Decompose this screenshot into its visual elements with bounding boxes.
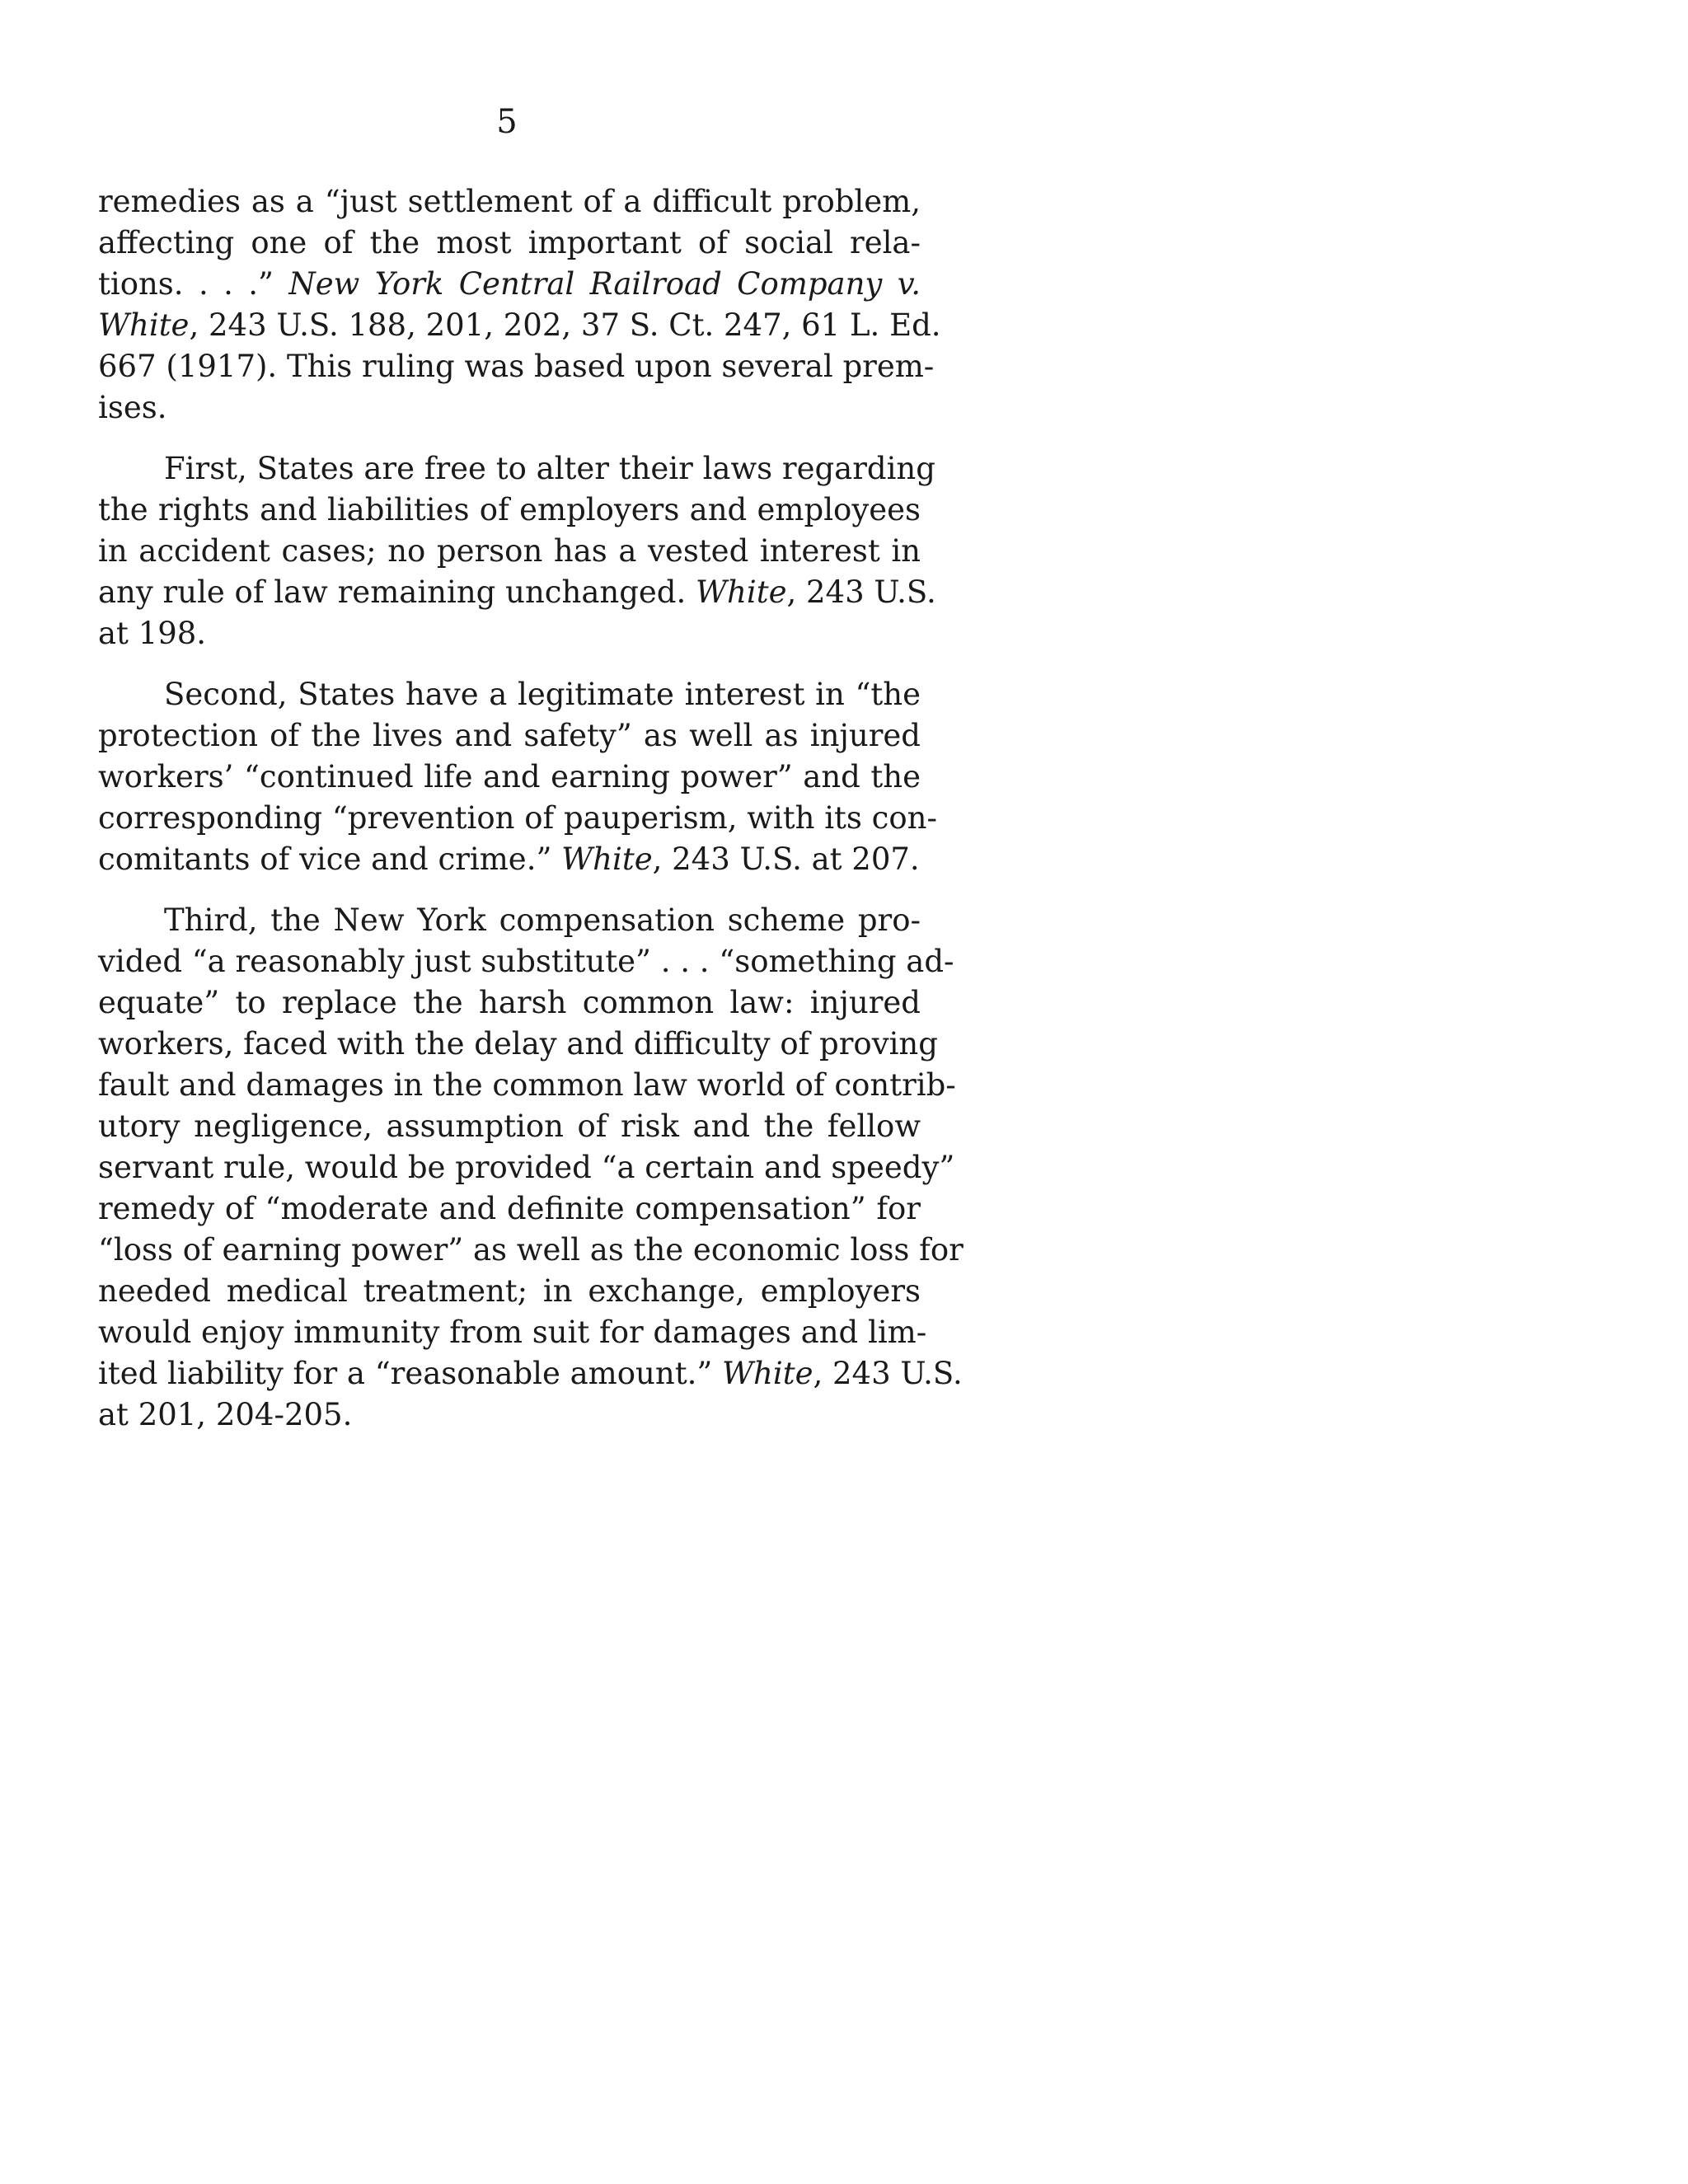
text-fragment: in accident cases; no person has a vested interest in (98, 533, 921, 569)
text-line (98, 798, 937, 839)
text-fragment: workers’ “continued life and earning power” and the (98, 759, 921, 794)
text-fragment: equate” to replace the harsh common law: injured (98, 985, 921, 1020)
text-fragment: , 243 U.S. (786, 574, 936, 610)
text-line (98, 839, 921, 880)
text-line (98, 613, 921, 654)
text-line (98, 1271, 921, 1312)
text-fragment: remedies as a “just settlement of a difficult problem, (98, 184, 921, 219)
text-line (98, 1230, 964, 1271)
paragraph-1 (98, 181, 941, 429)
text-line (98, 1353, 963, 1394)
text-line (98, 1394, 921, 1436)
text-fragment: ises. (98, 390, 167, 425)
text-line (98, 982, 921, 1024)
text-fragment: , 243 U.S. 188, 201, 202, 37 S. Ct. 247, 61 L. Ed. (189, 307, 941, 343)
text-line (98, 674, 921, 715)
text-fragment: servant rule, would be provided “a certain and speedy” (98, 1150, 955, 1185)
text-line (98, 1188, 921, 1230)
text-line (98, 900, 921, 941)
text-line (98, 490, 921, 531)
italic-citation: White (561, 841, 653, 877)
text-fragment: utory negligence, assumption of risk and the fellow (98, 1108, 921, 1144)
text-line (98, 305, 941, 346)
paragraph-3 (98, 674, 937, 880)
text-fragment: any rule of law remaining unchanged. (98, 574, 696, 610)
text-line (98, 1106, 921, 1147)
text-fragment: , 243 U.S. (813, 1356, 963, 1391)
text-fragment: fault and damages in the common law world of contrib- (98, 1067, 956, 1103)
text-fragment: at 198. (98, 616, 207, 651)
text-fragment: workers, faced with the delay and difficulty of proving (98, 1026, 938, 1062)
text-fragment: , 243 U.S. at 207. (652, 841, 920, 877)
text-line (98, 181, 921, 223)
text-fragment: 667 (1917). This ruling was based upon several prem- (98, 349, 935, 384)
text-fragment: First, States are free to alter their laws regarding (164, 451, 935, 486)
paragraph-2 (98, 448, 936, 654)
text-fragment: ited liability for a “reasonable amount.” (98, 1356, 723, 1391)
text-line (98, 572, 936, 613)
text-line (98, 1024, 938, 1065)
text-fragment: needed medical treatment; in exchange, employers (98, 1273, 921, 1309)
text-line (98, 1065, 956, 1106)
text-fragment: at 201, 204-205. (98, 1397, 353, 1432)
italic-citation: New York Central Railroad Company v. (288, 266, 921, 302)
text-line (98, 1147, 955, 1188)
page-number: 5 (496, 103, 518, 141)
text-fragment: affecting one of the most important of social rela- (98, 225, 921, 260)
text-fragment: protection of the lives and safety” as well as injured (98, 718, 921, 753)
italic-citation: White (696, 574, 787, 610)
text-fragment: vided “a reasonably just substitute” . . . “something ad- (98, 944, 954, 979)
text-line (98, 387, 921, 429)
text-fragment: the rights and liabilities of employers and employees (98, 492, 921, 527)
text-fragment: “loss of earning power” as well as the economic loss for (98, 1232, 964, 1268)
text-line (98, 264, 921, 305)
text-fragment: would enjoy immunity from suit for damages and lim- (98, 1315, 927, 1350)
text-line (98, 448, 935, 490)
text-fragment: tions. . . .” (98, 266, 289, 302)
italic-citation: White (98, 307, 190, 343)
text-line (98, 941, 954, 982)
text-fragment: Third, the New York compensation scheme pro- (164, 902, 921, 938)
text-fragment: corresponding “prevention of pauperism, with its con- (98, 800, 937, 836)
italic-citation: White (722, 1356, 814, 1391)
text-line (98, 757, 921, 798)
body-text (98, 181, 964, 1455)
text-fragment: comitants of vice and crime.” (98, 841, 562, 877)
text-line (98, 531, 921, 572)
text-line (98, 223, 921, 264)
text-line (98, 346, 935, 387)
text-line (98, 715, 921, 757)
text-fragment: Second, States have a legitimate interest in “the (164, 677, 921, 712)
text-fragment: remedy of “moderate and definite compensation” for (98, 1191, 921, 1226)
paragraph-4 (98, 900, 964, 1436)
text-line (98, 1312, 927, 1353)
